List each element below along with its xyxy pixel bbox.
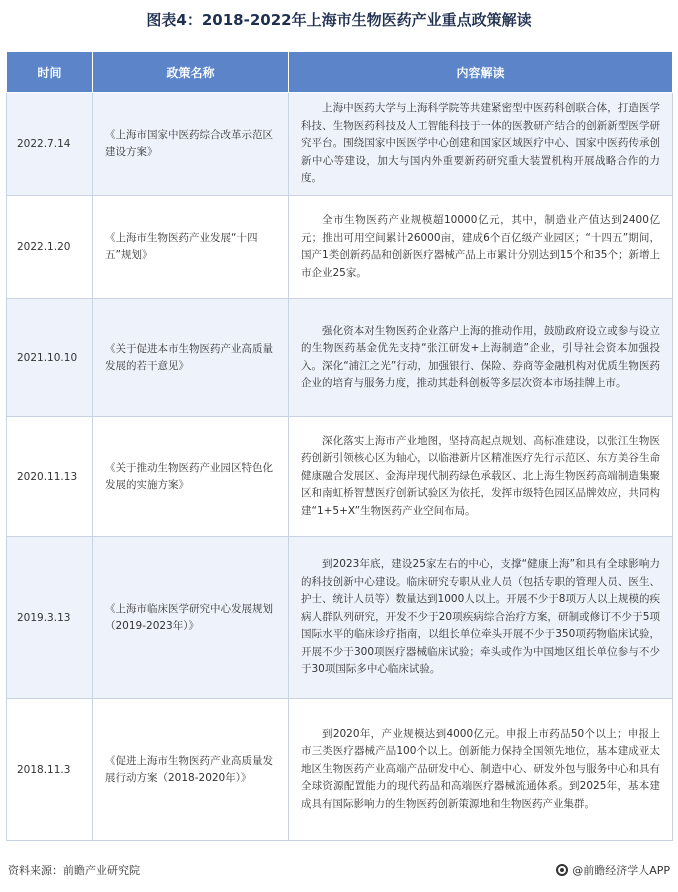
- row-date: 2019.3.13: [7, 537, 93, 699]
- row-date: 2022.1.20: [7, 196, 93, 299]
- row-policy-name: 《上海市生物医药产业发展“十四五”规划》: [93, 196, 289, 299]
- table-row: [7, 93, 673, 196]
- row-policy-name: 《上海市临床医学研究中心发展规划（2019-2023年）》: [93, 537, 289, 699]
- header-time: 时间: [7, 52, 93, 93]
- row-date: 2022.7.14: [7, 93, 93, 196]
- row-content: [289, 537, 673, 699]
- row-date: 2021.10.10: [7, 299, 93, 417]
- row-content-text: 强化资本对生物医药企业落户上海的推动作用，鼓励政府设立或参与设立的生物医药基金优先支持“张江研发+上海制造”企业，引导社会资本加强投入。深化“浦江之光”行动，加强银行、保险、券商等金融机构对优质生物医药企业的培育与服务力度，推动其赴科创板等多层次资本市场挂牌上市。: [301, 324, 660, 389]
- page-title: 图表4：2018-2022年上海市生物医药产业重点政策解读: [146, 11, 532, 29]
- row-content-text: 到2020年，产业规模达到4000亿元。申报上市药品50个以上；申报上市三类医疗器械产品100个以上。创新能力保持全国领先地位，基本建成亚太地区生物医药产业高端产品研发中心、制造中心、研发外包与服务中心和具有全球资源配置能力的现代药品和高端医疗器械流通体系。到2025年，基本建成具有国际影响力的生物医药创新策源地和生物医药产业集群。: [301, 727, 660, 810]
- qianzhan-logo-icon: [556, 864, 568, 876]
- row-content-text: 全市生物医药产业规模超10000亿元，其中，制造业产值达到2400亿元；推出可用空间累计26000亩，建成6个百亿级产业园区；“十四五”期间，国产1类创新药品和创新医疗器械产品上市累计分别达到15个和35个；新增上市企业25家。: [301, 214, 660, 279]
- brand-text: @前瞻经济学人APP: [572, 864, 670, 877]
- row-policy-name: 《关于促进本市生物医药产业高质量发展的若干意见》: [93, 299, 289, 417]
- table-row: [7, 537, 673, 699]
- row-content: [289, 417, 673, 537]
- header-policy-name: 政策名称: [93, 52, 289, 93]
- row-content: [289, 196, 673, 299]
- row-content-text: 上海中医药大学与上海科学院等共建紧密型中医药科创联合体，打造医学科技、生物医药科技及人工智能科技于一体的医教研产结合的创新新型医学研究平台。围绕国家中医医学中心创建和国家区域医疗中心、国家中医药传承创新中心等建设，加大与国内外重要新药研究重大装置机构开展战略合作的力度。: [301, 102, 660, 185]
- row-content: [289, 299, 673, 417]
- brand-credit: [556, 862, 670, 878]
- row-policy-name: 《促进上海市生物医药产业高质量发展行动方案（2018-2020年）》: [93, 699, 289, 841]
- row-date: 2018.11.3: [7, 699, 93, 841]
- footer: [8, 862, 670, 880]
- row-content-text: 到2023年底，建设25家左右的中心，支撑“健康上海”和具有全球影响力的科技创新中心建设。临床研究专职从业人员（包括专职的管理人员、医生、护士、统计人员等）数量达到1000人以上。开展不少于8项万人以上规模的疾病人群队列研究，开发不少于20项疾病综合治疗方案，研制或修订不少于5项国际水平的临床诊疗指南，以组长单位牵头开展不少于350项药物临床试验，开展不少于300项医疗器械临床试验；牵头或作为中国地区组长单位参与不少于30项国际多中心临床试验。: [301, 558, 660, 676]
- row-content: [289, 93, 673, 196]
- table-row: [7, 299, 673, 417]
- policy-table: [6, 51, 673, 841]
- row-date: 2020.11.13: [7, 417, 93, 537]
- source-note: 资料来源：前瞻产业研究院: [8, 864, 140, 877]
- table-header-row: [7, 52, 673, 93]
- table-row: [7, 699, 673, 841]
- row-policy-name: 《关于推动生物医药产业园区特色化发展的实施方案》: [93, 417, 289, 537]
- row-policy-name: 《上海市国家中医药综合改革示范区建设方案》: [93, 93, 289, 196]
- row-content: [289, 699, 673, 841]
- table-row: [7, 196, 673, 299]
- header-content: 内容解读: [289, 52, 673, 93]
- table-row: [7, 417, 673, 537]
- row-content-text: 深化落实上海市产业地图，坚持高起点规划、高标准建设，以张江生物医药创新引领核心区为轴心，以临港新片区精准医疗先行示范区、东方美谷生命健康融合发展区、金海岸现代制药绿色承载区、北上海生物医药高端制造集聚区和南虹桥智慧医疗创新试验区为依托，发挥市级特色园区品牌效应，共同构建“1+5+X”生物医药产业空间布局。: [301, 434, 660, 517]
